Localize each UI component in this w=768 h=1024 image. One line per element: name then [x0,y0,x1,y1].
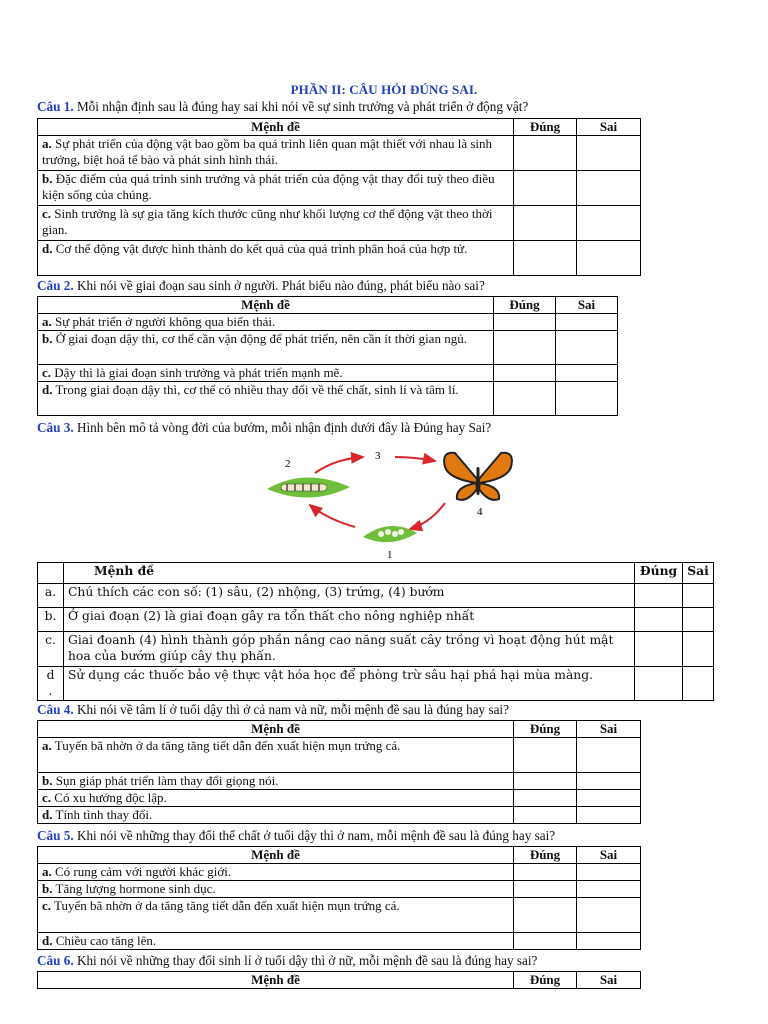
question-text: Mỗi nhận định sau là đúng hay sai khi nói về sự sinh trưởng và phát triển ở động vật? [73,99,529,114]
header-true: Đúng [635,563,683,584]
true-checkbox-cell[interactable] [494,331,556,365]
false-checkbox-cell[interactable] [683,608,714,632]
true-checkbox-cell[interactable] [514,206,577,241]
question-6 [37,953,537,969]
row-text: Tuyến bã nhờn ở da tăng tăng tiết dẫn đến xuất hiện mụn trứng cá. [51,738,401,753]
row-letter: b. [42,881,53,896]
row-letter: b. [42,331,53,346]
table-row [38,864,641,881]
true-checkbox-cell[interactable] [494,365,556,382]
row-text: Chiều cao tăng lên. [52,933,157,948]
row-letter: a. [38,584,64,608]
table-row [38,773,641,790]
table-row [38,331,618,365]
true-checkbox-cell[interactable] [514,171,577,206]
question-number: Câu 3. [37,420,74,435]
header-true: Đúng [494,297,556,314]
row-letter: c. [42,206,52,221]
false-checkbox-cell[interactable] [577,807,641,824]
question-4-table [37,720,641,824]
true-checkbox-cell[interactable] [514,241,577,276]
section-title: PHẦN II: CÂU HỎI ĐÚNG SAI. [290,82,478,97]
header-false: Sai [577,721,641,738]
row-letter: c. [42,790,52,805]
table-row [38,898,641,933]
row-text: Ở giai đoạn dậy thì, cơ thể cần vận động để phát triển, nên cần ít thời gian ngủ. [52,331,467,346]
false-checkbox-cell[interactable] [556,382,618,416]
false-checkbox-cell[interactable] [683,584,714,608]
true-checkbox-cell[interactable] [514,773,577,790]
figure-label-3: 3 [375,450,381,462]
row-letter: a. [42,864,52,879]
row-letter: d. [42,241,53,256]
row-text: Tăng lượng hormone sinh dục. [52,881,216,896]
false-checkbox-cell[interactable] [577,738,641,773]
row-letter: b. [38,608,64,632]
table-row [38,790,641,807]
question-3-table [37,562,714,701]
true-checkbox-cell[interactable] [635,608,683,632]
row-text: Cơ thể động vật được hình thành do kết quả của quá trình phân hoá của hợp tử. [52,241,468,256]
row-letter: c. [42,365,52,380]
row-letter: b. [42,773,53,788]
cycle-arrow [310,505,355,527]
header-false: Sai [556,297,618,314]
row-text: Đặc điểm của quá trình sinh trưởng và phát triển của động vật thay đổi tuỳ theo điều kiện sống của chúng. [42,171,495,202]
table-row [38,933,641,950]
butterfly-image [444,453,512,500]
false-checkbox-cell[interactable] [577,898,641,933]
row-text: Giai đoanh (4) hình thành góp phần nâng cao năng suất cây trồng vì hoạt động hút mật hoa của bướm giúp cây thụ phấn. [64,632,635,667]
true-checkbox-cell[interactable] [514,933,577,950]
header-statement: Mệnh đề [38,119,514,136]
figure-label-1: 1 [387,549,393,561]
butterfly-life-cycle-figure [255,445,515,563]
table-row [38,365,618,382]
row-text: Sụn giáp phát triển làm thay đổi giọng nói. [52,773,279,788]
false-checkbox-cell[interactable] [577,206,641,241]
row-text: Sự phát triển của động vật bao gồm ba quá trình liên quan mật thiết với nhau là sinh trưởng, biệt hoá tế bào và phát sinh hình thái. [42,136,493,167]
question-1 [37,99,528,115]
question-5-table [37,846,641,950]
question-number: Câu 1. [37,99,74,114]
table-row [38,382,618,416]
table-row [38,608,714,632]
row-letter: b. [42,171,53,186]
egg-leaf-image [363,526,417,542]
header-false: Sai [577,847,641,864]
row-letter: a. [42,136,52,151]
false-checkbox-cell[interactable] [577,773,641,790]
true-checkbox-cell[interactable] [494,314,556,331]
false-checkbox-cell[interactable] [577,136,641,171]
row-text: Sinh trưởng là sự gia tăng kích thước cũng như khối lượng cơ thể động vật theo thời gian. [42,206,493,237]
header-statement: Mệnh đề [38,972,514,989]
question-text: Hình bên mô tả vòng đời của bướm, mỗi nhận định dưới đây là Đúng hay Sai? [73,420,492,435]
table-row [38,314,618,331]
false-checkbox-cell[interactable] [577,171,641,206]
table-row [38,738,641,773]
table-row [38,206,641,241]
header-false: Sai [683,563,714,584]
row-letter: d. [42,807,53,822]
table-row [38,807,641,824]
true-checkbox-cell[interactable] [635,584,683,608]
question-text: Khi nói về giai đoạn sau sinh ở người. Phát biểu nào đúng, phát biểu nào sai? [73,278,485,293]
row-text: Chú thích các con số: (1) sâu, (2) nhộng, (3) trứng, (4) bướm [64,584,635,608]
false-checkbox-cell[interactable] [577,933,641,950]
cycle-arrow [410,503,445,529]
header-false: Sai [577,972,641,989]
question-text: Khi nói về tâm lí ở tuổi dậy thì ở cả nam và nữ, mỗi mệnh đề sau là đúng hay sai? [73,702,509,717]
row-letter: a. [42,738,52,753]
question-4 [37,702,509,718]
question-number: Câu 2. [37,278,74,293]
true-checkbox-cell[interactable] [514,807,577,824]
true-checkbox-cell[interactable] [514,881,577,898]
header-true: Đúng [514,721,577,738]
row-text: Dậy thì là giai đoạn sinh trưởng và phát triển mạnh mẽ. [51,365,343,380]
figure-label-2: 2 [285,458,291,470]
table-row [38,632,714,667]
header-true: Đúng [514,119,577,136]
row-text: Sự phát triển ở người không qua biến thái. [51,314,276,329]
row-letter: d. [42,933,53,948]
row-letter: d. [42,382,53,397]
question-text: Khi nói về những thay đổi thể chất ở tuổi dậy thì ở nam, mỗi mệnh đề sau là đúng hay sai? [73,828,556,843]
false-checkbox-cell[interactable] [556,331,618,365]
question-6-table [37,971,641,989]
table-row [38,881,641,898]
row-text: Tuyến bã nhờn ở da tăng tăng tiết dẫn đến xuất hiện mụn trứng cá. [51,898,400,913]
question-2 [37,278,485,294]
question-number: Câu 4. [37,702,74,717]
row-letter: d . [38,667,64,701]
row-letter: a. [42,314,52,329]
row-text: Trong giai đoạn dậy thì, cơ thể có nhiều thay đổi về thể chất, sinh lí và tâm lí. [52,382,459,397]
question-number: Câu 5. [37,828,74,843]
true-checkbox-cell[interactable] [514,136,577,171]
table-row [38,667,714,701]
header-true: Đúng [514,972,577,989]
header-statement: Mệnh đề [38,847,514,864]
figure-label-4: 4 [477,506,483,518]
false-checkbox-cell[interactable] [577,864,641,881]
table-row [38,171,641,206]
question-text: Khi nói về những thay đổi sinh lí ở tuổi dậy thì ở nữ, mỗi mệnh đề sau là đúng hay sai? [73,953,538,968]
true-checkbox-cell[interactable] [514,738,577,773]
header-statement: Mệnh đề [38,297,494,314]
question-1-table [37,118,641,276]
question-5 [37,828,555,844]
row-text: Có xu hướng độc lập. [51,790,167,805]
row-letter: c. [42,898,52,913]
table-row [38,136,641,171]
caterpillar-leaf-image [267,477,350,497]
question-number: Câu 6. [37,953,74,968]
false-checkbox-cell[interactable] [556,314,618,331]
row-text: Có rung cảm với người khác giới. [51,864,232,879]
row-text: Ở giai đoạn (2) là giai đoạn gây ra tổn thất cho nông nghiệp nhất [64,608,635,632]
false-checkbox-cell[interactable] [556,365,618,382]
row-letter: c. [38,632,64,667]
table-row [38,241,641,276]
header-statement: Mệnh đề [38,721,514,738]
cycle-arrow [315,457,363,473]
true-checkbox-cell[interactable] [635,667,683,701]
table-row [38,584,714,608]
cycle-arrow [395,457,435,461]
true-checkbox-cell[interactable] [635,632,683,667]
row-text: Sử dụng các thuốc bảo vệ thực vật hóa học để phòng trừ sâu hại phá hại mùa màng. [64,667,635,701]
false-checkbox-cell[interactable] [577,241,641,276]
false-checkbox-cell[interactable] [577,881,641,898]
header-statement: Mệnh đề [64,563,635,584]
true-checkbox-cell[interactable] [514,898,577,933]
question-2-table [37,296,618,416]
false-checkbox-cell[interactable] [577,790,641,807]
true-checkbox-cell[interactable] [494,382,556,416]
question-3 [37,420,491,436]
false-checkbox-cell[interactable] [683,632,714,667]
true-checkbox-cell[interactable] [514,864,577,881]
header-false: Sai [577,119,641,136]
true-checkbox-cell[interactable] [514,790,577,807]
false-checkbox-cell[interactable] [683,667,714,701]
header-true: Đúng [514,847,577,864]
row-text: Tính tình thay đổi. [52,807,153,822]
